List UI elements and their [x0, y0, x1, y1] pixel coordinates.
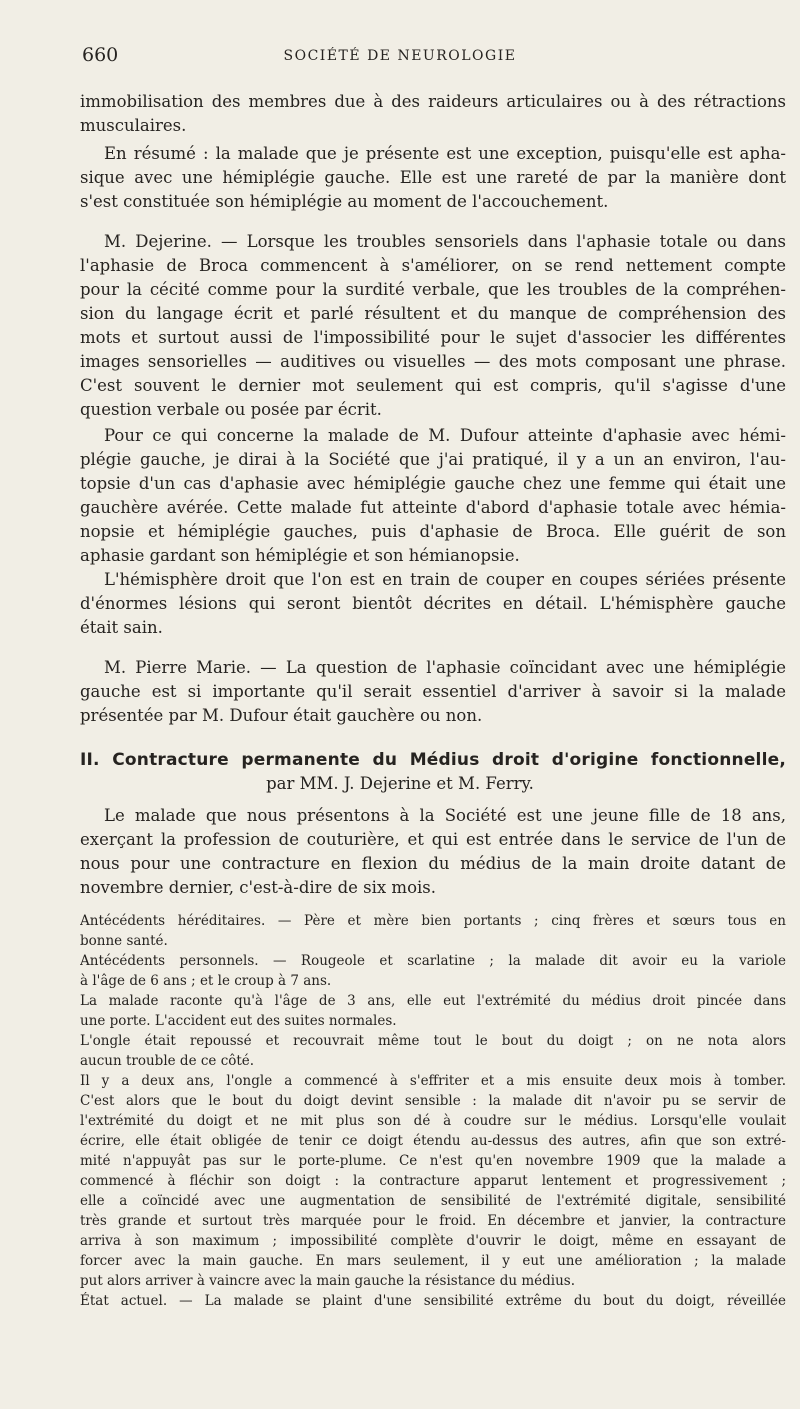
text-line: musculaires. [80, 116, 187, 135]
section-title: II. Contracture permanente du Médius droit d'origine fonctionnelle, [80, 750, 786, 770]
note-line: écrire, elle était obligée de tenir ce doigt étendu au-dessus des autres, afin que son extré- [80, 1133, 786, 1149]
text-line: En résumé : la malade que je présente est une exception, puisqu'elle est apha- [104, 144, 786, 163]
text-line: Le malade que nous présentons à la Société est une jeune fille de 18 ans, [104, 806, 786, 825]
note-line: une porte. L'accident eut des suites normales. [80, 1013, 397, 1029]
text-line: était sain. [80, 618, 163, 637]
note-line: put alors arriver à vaincre avec la main gauche la résistance du médius. [80, 1273, 575, 1289]
note-line: commencé à fléchir son doigt : la contracture apparut lentement et progressivement ; [80, 1173, 786, 1189]
note-line: elle a coïncidé avec une augmentation de sensibilité de l'extrémité digitale, sensibilité [80, 1193, 786, 1209]
text-line: exerçant la profession de couturière, et qui est entrée dans le service de l'un de [80, 830, 786, 849]
note-line: bonne santé. [80, 933, 168, 949]
text-line: question verbale ou posée par écrit. [80, 400, 382, 419]
text-line: d'énormes lésions qui seront bientôt décrites en détail. L'hémisphère gauche [80, 594, 786, 613]
note-line: Antécédents personnels. — Rougeole et scarlatine ; la malade dit avoir eu la variole [80, 953, 786, 969]
text-line: sique avec une hémiplégie gauche. Elle est une rareté de par la manière dont [80, 168, 786, 187]
text-line: gauchère avérée. Cette malade fut atteinte d'abord d'aphasie totale avec hémia- [80, 498, 786, 517]
note-line: État actuel. — La malade se plaint d'une sensibilité extrême du bout du doigt, réveillée [80, 1293, 786, 1309]
note-line: très grande et surtout très marquée pour le froid. En décembre et janvier, la contracture [80, 1213, 786, 1229]
note-line: forcer avec la main gauche. En mars seulement, il y eut une amélioration ; la malade [80, 1253, 786, 1269]
text-line: pour la cécité comme pour la surdité verbale, que les troubles de la compréhen- [80, 280, 786, 299]
text-line: nous pour une contracture en flexion du médius de la main droite datant de [80, 854, 786, 873]
note-line: à l'âge de 6 ans ; et le croup à 7 ans. [80, 973, 332, 989]
text-line: novembre dernier, c'est-à-dire de six mois. [80, 878, 436, 897]
note-line: mité n'appuyât pas sur le porte-plume. Ce n'est qu'en novembre 1909 que la malade a [80, 1153, 786, 1169]
text-line: L'hémisphère droit que l'on est en train de couper en coupes sériées présente [104, 570, 786, 589]
text-line: nopsie et hémiplégie gauches, puis d'aphasie de Broca. Elle guérit de son [80, 522, 786, 541]
text-line: images sensorielles — auditives ou visuelles — des mots composant une phrase. [80, 352, 786, 371]
running-title: SOCIÉTÉ DE NEUROLOGIE [283, 48, 517, 64]
note-line: L'ongle était repoussé et recouvrait même tout le bout du doigt ; on ne nota alors [80, 1033, 786, 1049]
note-line: Il y a deux ans, l'ongle a commencé à s'effriter et a mis ensuite deux mois à tomber. [80, 1073, 786, 1089]
text-line: C'est souvent le dernier mot seulement qui est compris, qu'il s'agisse d'une [80, 376, 786, 395]
page-header [0, 44, 800, 74]
note-line: arriva à son maximum ; impossibilité complète d'ouvrir le doigt, même en essayant de [80, 1233, 786, 1249]
text-line: aphasie gardant son hémiplégie et son hémianopsie. [80, 546, 520, 565]
note-line: C'est alors que le bout du doigt devint sensible : la malade dit n'avoir pu se servir de [80, 1093, 786, 1109]
page-number: 660 [82, 44, 119, 66]
text-line: immobilisation des membres due à des raideurs articulaires ou à des rétractions [80, 92, 786, 111]
text-line: M. Dejerine. — Lorsque les troubles sensoriels dans l'aphasie totale ou dans [104, 232, 786, 251]
section-byline: par MM. J. Dejerine et M. Ferry. [266, 774, 534, 793]
note-line: La malade raconte qu'à l'âge de 3 ans, elle eut l'extrémité du médius droit pincée dans [80, 993, 786, 1009]
text-line: mots et surtout aussi de l'impossibilité pour le sujet d'associer les différentes [80, 328, 786, 347]
text-line: Pour ce qui concerne la malade de M. Dufour atteinte d'aphasie avec hémi- [104, 426, 786, 445]
note-line: Antécédents héréditaires. — Père et mère bien portants ; cinq frères et sœurs tous en [80, 913, 786, 929]
text-line: gauche est si importante qu'il serait essentiel d'arriver à savoir si la malade [80, 682, 786, 701]
text-line: l'aphasie de Broca commencent à s'améliorer, on se rend nettement compte [80, 256, 786, 275]
note-line: aucun trouble de ce côté. [80, 1053, 255, 1069]
text-line: plégie gauche, je dirai à la Société que j'ai pratiqué, il y a un an environ, l'au- [80, 450, 786, 469]
note-line: l'extrémité du doigt et ne mit plus son dé à coudre sur le médius. Lorsqu'elle voulait [80, 1113, 786, 1129]
text-line: sion du langage écrit et parlé résultent et du manque de compréhension des [80, 304, 786, 323]
text-line: topsie d'un cas d'aphasie avec hémiplégie gauche chez une femme qui était une [80, 474, 786, 493]
text-line: présentée par M. Dufour était gauchère ou non. [80, 706, 483, 725]
text-line: s'est constituée son hémiplégie au moment de l'accouchement. [80, 192, 609, 211]
text-line: M. Pierre Marie. — La question de l'aphasie coïncidant avec une hémiplégie [104, 658, 786, 677]
